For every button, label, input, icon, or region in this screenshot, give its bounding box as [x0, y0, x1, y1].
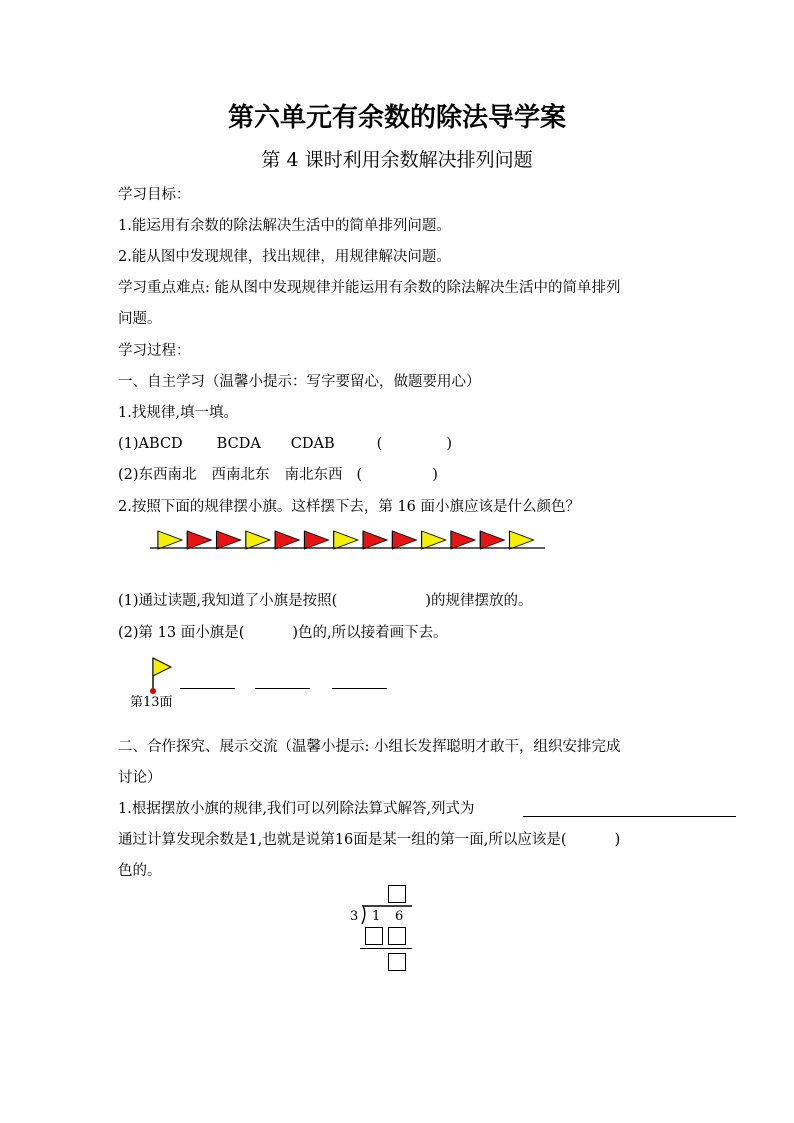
section2-p1-line-2-after: )	[614, 832, 621, 848]
dividend-tens-digit: 1	[372, 909, 381, 924]
answer-paren-close: )	[446, 436, 452, 452]
question-2-1-after: )的规律摆放的。	[425, 593, 533, 609]
dividend-ones-digit: 6	[395, 909, 404, 924]
question-1: 1.找规律,填一填。	[118, 405, 238, 421]
question-1-1	[118, 434, 452, 454]
question-2: 2.按照下面的规律摆小旗。这样摆下去，第 16 面小旗应该是什么颜色？	[118, 499, 581, 515]
flag-cloth	[422, 531, 446, 549]
flag-13-label: 第13面	[130, 695, 173, 710]
equation-answer-line[interactable]	[523, 816, 736, 817]
flag-row	[150, 528, 550, 566]
flag-cloth	[187, 531, 211, 549]
flag-cloth	[480, 531, 504, 549]
sequence-item-1: 东西南北	[138, 467, 197, 483]
flag-cloth	[363, 531, 387, 549]
flag-1-yellow	[158, 531, 182, 549]
section2-p1-line-1: 1.根据摆放小旗的规律,我们可以列除法算式解答,列式为	[118, 801, 475, 817]
flag-9-red	[392, 531, 416, 549]
remainder-box[interactable]	[388, 953, 406, 971]
sequence-item-2: BCDA	[216, 436, 261, 452]
product-tens-box[interactable]	[365, 927, 383, 945]
section2-p1-line-3: 色的。	[118, 863, 162, 879]
flag-8-red	[363, 531, 387, 549]
flag-12-red	[480, 531, 504, 549]
question-2-1	[118, 591, 532, 611]
flag-cloth	[451, 531, 475, 549]
sequence-item-3: 南北东西	[284, 467, 343, 483]
flag-13-drawing	[145, 654, 175, 694]
flag-cloth	[158, 531, 182, 549]
answer-paren-close: )	[432, 467, 438, 483]
section1-heading: 一、自主学习（温馨小提示：写字要留心，做题要用心）	[118, 374, 481, 390]
flag-cloth	[392, 531, 416, 549]
question-2-1-before: (1)通过读题,我知道了小旗是按照(	[118, 593, 338, 609]
divisor-digit: 3	[350, 909, 359, 924]
flag-2-red	[187, 531, 211, 549]
question-1-2-label: (2)	[118, 467, 139, 483]
flag-cloth	[510, 531, 534, 549]
flag-cloth	[305, 531, 329, 549]
section2-p1-line-2-before: 通过计算发现余数是1,也就是说第16面是某一组的第一面,所以应该是(	[118, 832, 567, 848]
flag-cloth	[334, 531, 358, 549]
section2-p1-line-2	[118, 830, 620, 850]
question-2-2-before: (2)第 13 面小旗是(	[118, 625, 245, 641]
quotient-box[interactable]	[388, 885, 406, 903]
process-heading: 学习过程：	[118, 343, 191, 359]
flag-10-yellow	[422, 531, 446, 549]
page-title: 第六单元有余数的除法导学案	[227, 103, 566, 133]
section2-heading-line-1: 二、合作探究、展示交流（温馨小提示: 小组长发挥聪明才敢干，组织安排完成	[118, 739, 621, 755]
page-subtitle: 第 4 课时利用余数解决排列问题	[261, 149, 533, 171]
section2-heading-line-2: 讨论）	[118, 770, 162, 786]
difficulty-line-2: 问题。	[118, 311, 162, 327]
division-bracket	[358, 902, 418, 926]
flag-cloth	[275, 531, 299, 549]
flag-3-red	[217, 531, 241, 549]
objective-item-2: 2.能从图中发现规律，找出规律，用规律解决问题。	[118, 249, 451, 265]
flag-13-yellow	[153, 658, 171, 676]
draw-blank-2[interactable]	[255, 688, 310, 689]
question-1-1-label: (1)	[118, 436, 139, 452]
sequence-item-2: 西南北东	[211, 467, 270, 483]
answer-paren-open: (	[356, 467, 363, 483]
flag-6-red	[305, 531, 329, 549]
product-ones-box[interactable]	[388, 927, 406, 945]
difficulty-line-1: 学习重点难点: 能从图中发现规律并能运用有余数的除法解决生活中的简单排列	[118, 280, 621, 296]
flag-11-red	[451, 531, 475, 549]
sequence-item-3: CDAB	[290, 436, 335, 452]
subtraction-line	[360, 948, 412, 949]
flag-13-yellow	[510, 531, 534, 549]
flag-cloth	[246, 531, 270, 549]
question-1-2	[118, 465, 438, 485]
flag-5-red	[275, 531, 299, 549]
answer-paren-open: (	[376, 436, 383, 452]
flag-4-yellow	[246, 531, 270, 549]
draw-blank-1[interactable]	[180, 688, 235, 689]
objective-item-1: 1.能运用有余数的除法解决生活中的简单排列问题。	[118, 218, 451, 234]
draw-blank-3[interactable]	[332, 688, 387, 689]
sequence-item-1: ABCD	[138, 436, 183, 452]
flag-7-yellow	[334, 531, 358, 549]
question-2-2-after: )色的,所以接着画下去。	[292, 625, 448, 641]
question-2-2	[118, 623, 448, 643]
flag-cloth	[217, 531, 241, 549]
objectives-heading: 学习目标：	[118, 187, 191, 203]
